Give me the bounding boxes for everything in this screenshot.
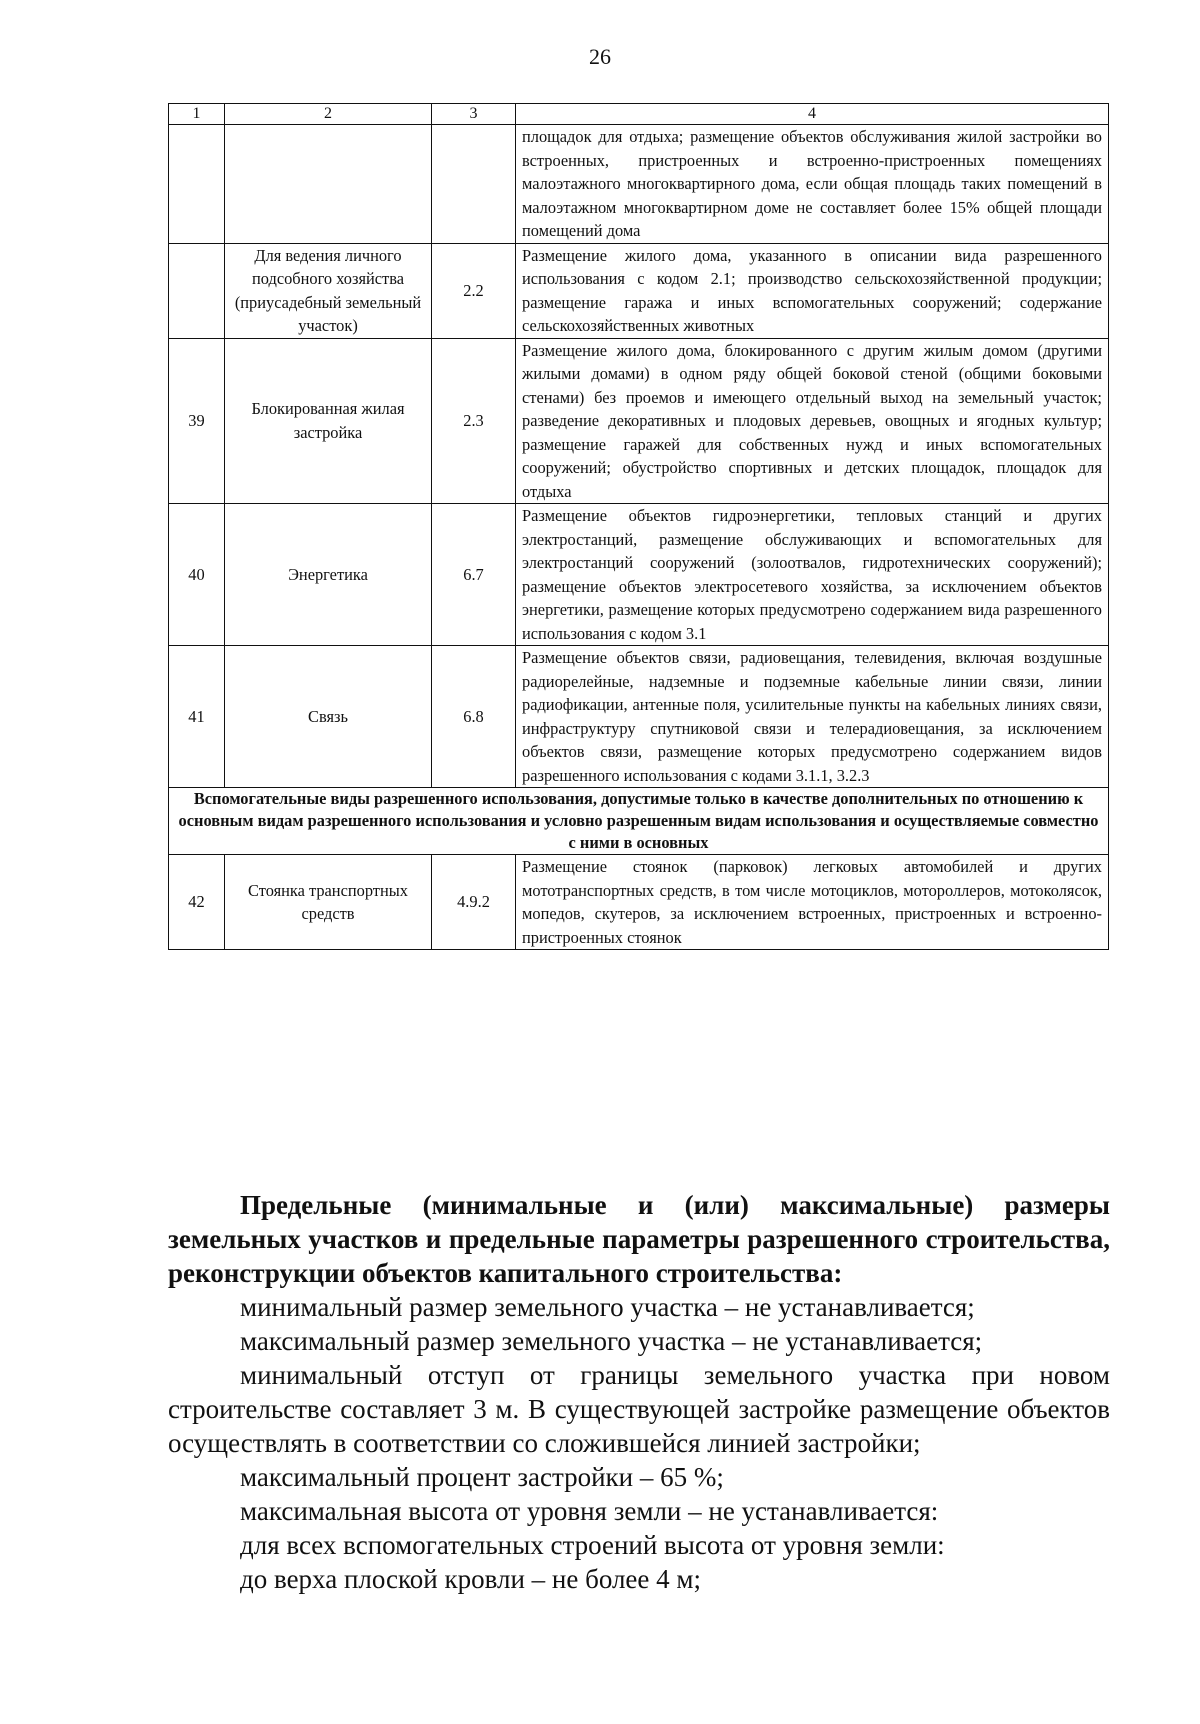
table-header-row — [169, 104, 1109, 125]
use-type-code — [432, 125, 516, 244]
use-type-description: Размещение жилого дома, блокированного с другим жилым домом (другими жилыми домами) в одном ряду общей боковой стеной (общими боковыми стенами) без проемов и имеющего отдельный выход на земельный участок; разведение декоративных и плодовых деревьев, овощных и ягодных культур; размещение гаражей для собственных нужд и иных вспомогательных сооружений; обустройство спортивных и детских площадок, площадок для отдыха — [516, 338, 1109, 504]
land-use-table — [168, 103, 1109, 950]
table-row — [169, 125, 1109, 244]
row-number: 42 — [169, 855, 225, 950]
header-cell-1: 1 — [169, 104, 225, 125]
row-number: 40 — [169, 504, 225, 646]
section-heading: Предельные (минимальные и (или) максимальные) размеры земельных участков и предельные параметры разрешенного строительства, реконструкции объектов капитального строительства: — [168, 1190, 1110, 1288]
use-type-name: Связь — [225, 646, 432, 788]
use-type-code: 6.7 — [432, 504, 516, 646]
use-type-code: 2.3 — [432, 338, 516, 504]
use-type-code: 2.2 — [432, 243, 516, 338]
use-type-description: площадок для отдыха; размещение объектов обслуживания жилой застройки во встроенных, пристроенных и встроенно-пристроенных помещениях малоэтажного многоквартирного дома, если общая площадь таких помещений в малоэтажном многоквартирном доме не составляет более 15% общей площади помещений дома — [516, 125, 1109, 244]
group-heading: Вспомогательные виды разрешенного использования, допустимые только в качестве дополнительных по отношению к основным видам разрешенного использования и условно разрешенным видам использования и осуществляемые совместно с ними в основных — [169, 788, 1109, 855]
parameter-line: для всех вспомогательных строений высота от уровня земли: — [240, 1530, 945, 1560]
row-number: 39 — [169, 338, 225, 504]
row-number: 41 — [169, 646, 225, 788]
use-type-description: Размещение объектов гидроэнергетики, тепловых станций и других электростанций, размещение обслуживающих и вспомогательных для электростанций сооружений (золоотвалов, гидротехнических сооружений); размещение объектов электросетевого хозяйства, за исключением объектов энергетики, размещение которых предусмотрено содержанием вида разрешенного использования с кодом 3.1 — [516, 504, 1109, 646]
row-number — [169, 125, 225, 244]
use-type-code: 4.9.2 — [432, 855, 516, 950]
table-row — [169, 338, 1109, 504]
table-row — [169, 646, 1109, 788]
table-row — [169, 855, 1109, 950]
row-number — [169, 243, 225, 338]
use-type-name — [225, 125, 432, 244]
use-type-description: Размещение объектов связи, радиовещания, телевидения, включая воздушные радиорелейные, надземные и подземные кабельные линии связи, линии радиофикации, антенные поля, усилительные пункты на кабельных линиях связи, инфраструктуру спутниковой связи и телерадиовещания, за исключением объектов связи, размещение которых предусмотрено содержанием видов разрешенного использования с кодами 3.1.1, 3.2.3 — [516, 646, 1109, 788]
parameters-section — [168, 1188, 1110, 1596]
group-heading-row — [169, 788, 1109, 855]
use-type-name: Для ведения личного подсобного хозяйства (приусадебный земельный участок) — [225, 243, 432, 338]
use-type-name: Стоянка транспортных средств — [225, 855, 432, 950]
parameter-line: минимальный размер земельного участка – не устанавливается; — [240, 1292, 975, 1322]
use-type-name: Энергетика — [225, 504, 432, 646]
parameter-line: максимальная высота от уровня земли – не устанавливается: — [240, 1496, 939, 1526]
use-type-name: Блокированная жилая застройка — [225, 338, 432, 504]
parameter-line: до верха плоской кровли – не более 4 м; — [240, 1564, 701, 1594]
header-cell-3: 3 — [432, 104, 516, 125]
table-row — [169, 504, 1109, 646]
header-cell-4: 4 — [516, 104, 1109, 125]
use-type-description: Размещение стоянок (парковок) легковых автомобилей и других мототранспортных средств, в том числе мотоциклов, мотороллеров, мотоколясок, мопедов, скутеров, за исключением встроенных, пристроенных и встроенно-пристроенных стоянок — [516, 855, 1109, 950]
use-type-description: Размещение жилого дома, указанного в описании вида разрешенного использования с кодом 2.1; производство сельскохозяйственной продукции; размещение гаража и иных вспомогательных сооружений; содержание сельскохозяйственных животных — [516, 243, 1109, 338]
header-cell-2: 2 — [225, 104, 432, 125]
parameter-line: минимальный отступ от границы земельного участка при новом строительстве составляет 3 м. В существующей застройке размещение объектов осуществлять в соответствии со сложившейся линией застройки; — [168, 1360, 1110, 1458]
parameter-line: максимальный процент застройки – 65 %; — [240, 1462, 724, 1492]
table-row — [169, 243, 1109, 338]
parameter-line: максимальный размер земельного участка – не устанавливается; — [240, 1326, 983, 1356]
page-number: 26 — [589, 44, 611, 69]
use-type-code: 6.8 — [432, 646, 516, 788]
